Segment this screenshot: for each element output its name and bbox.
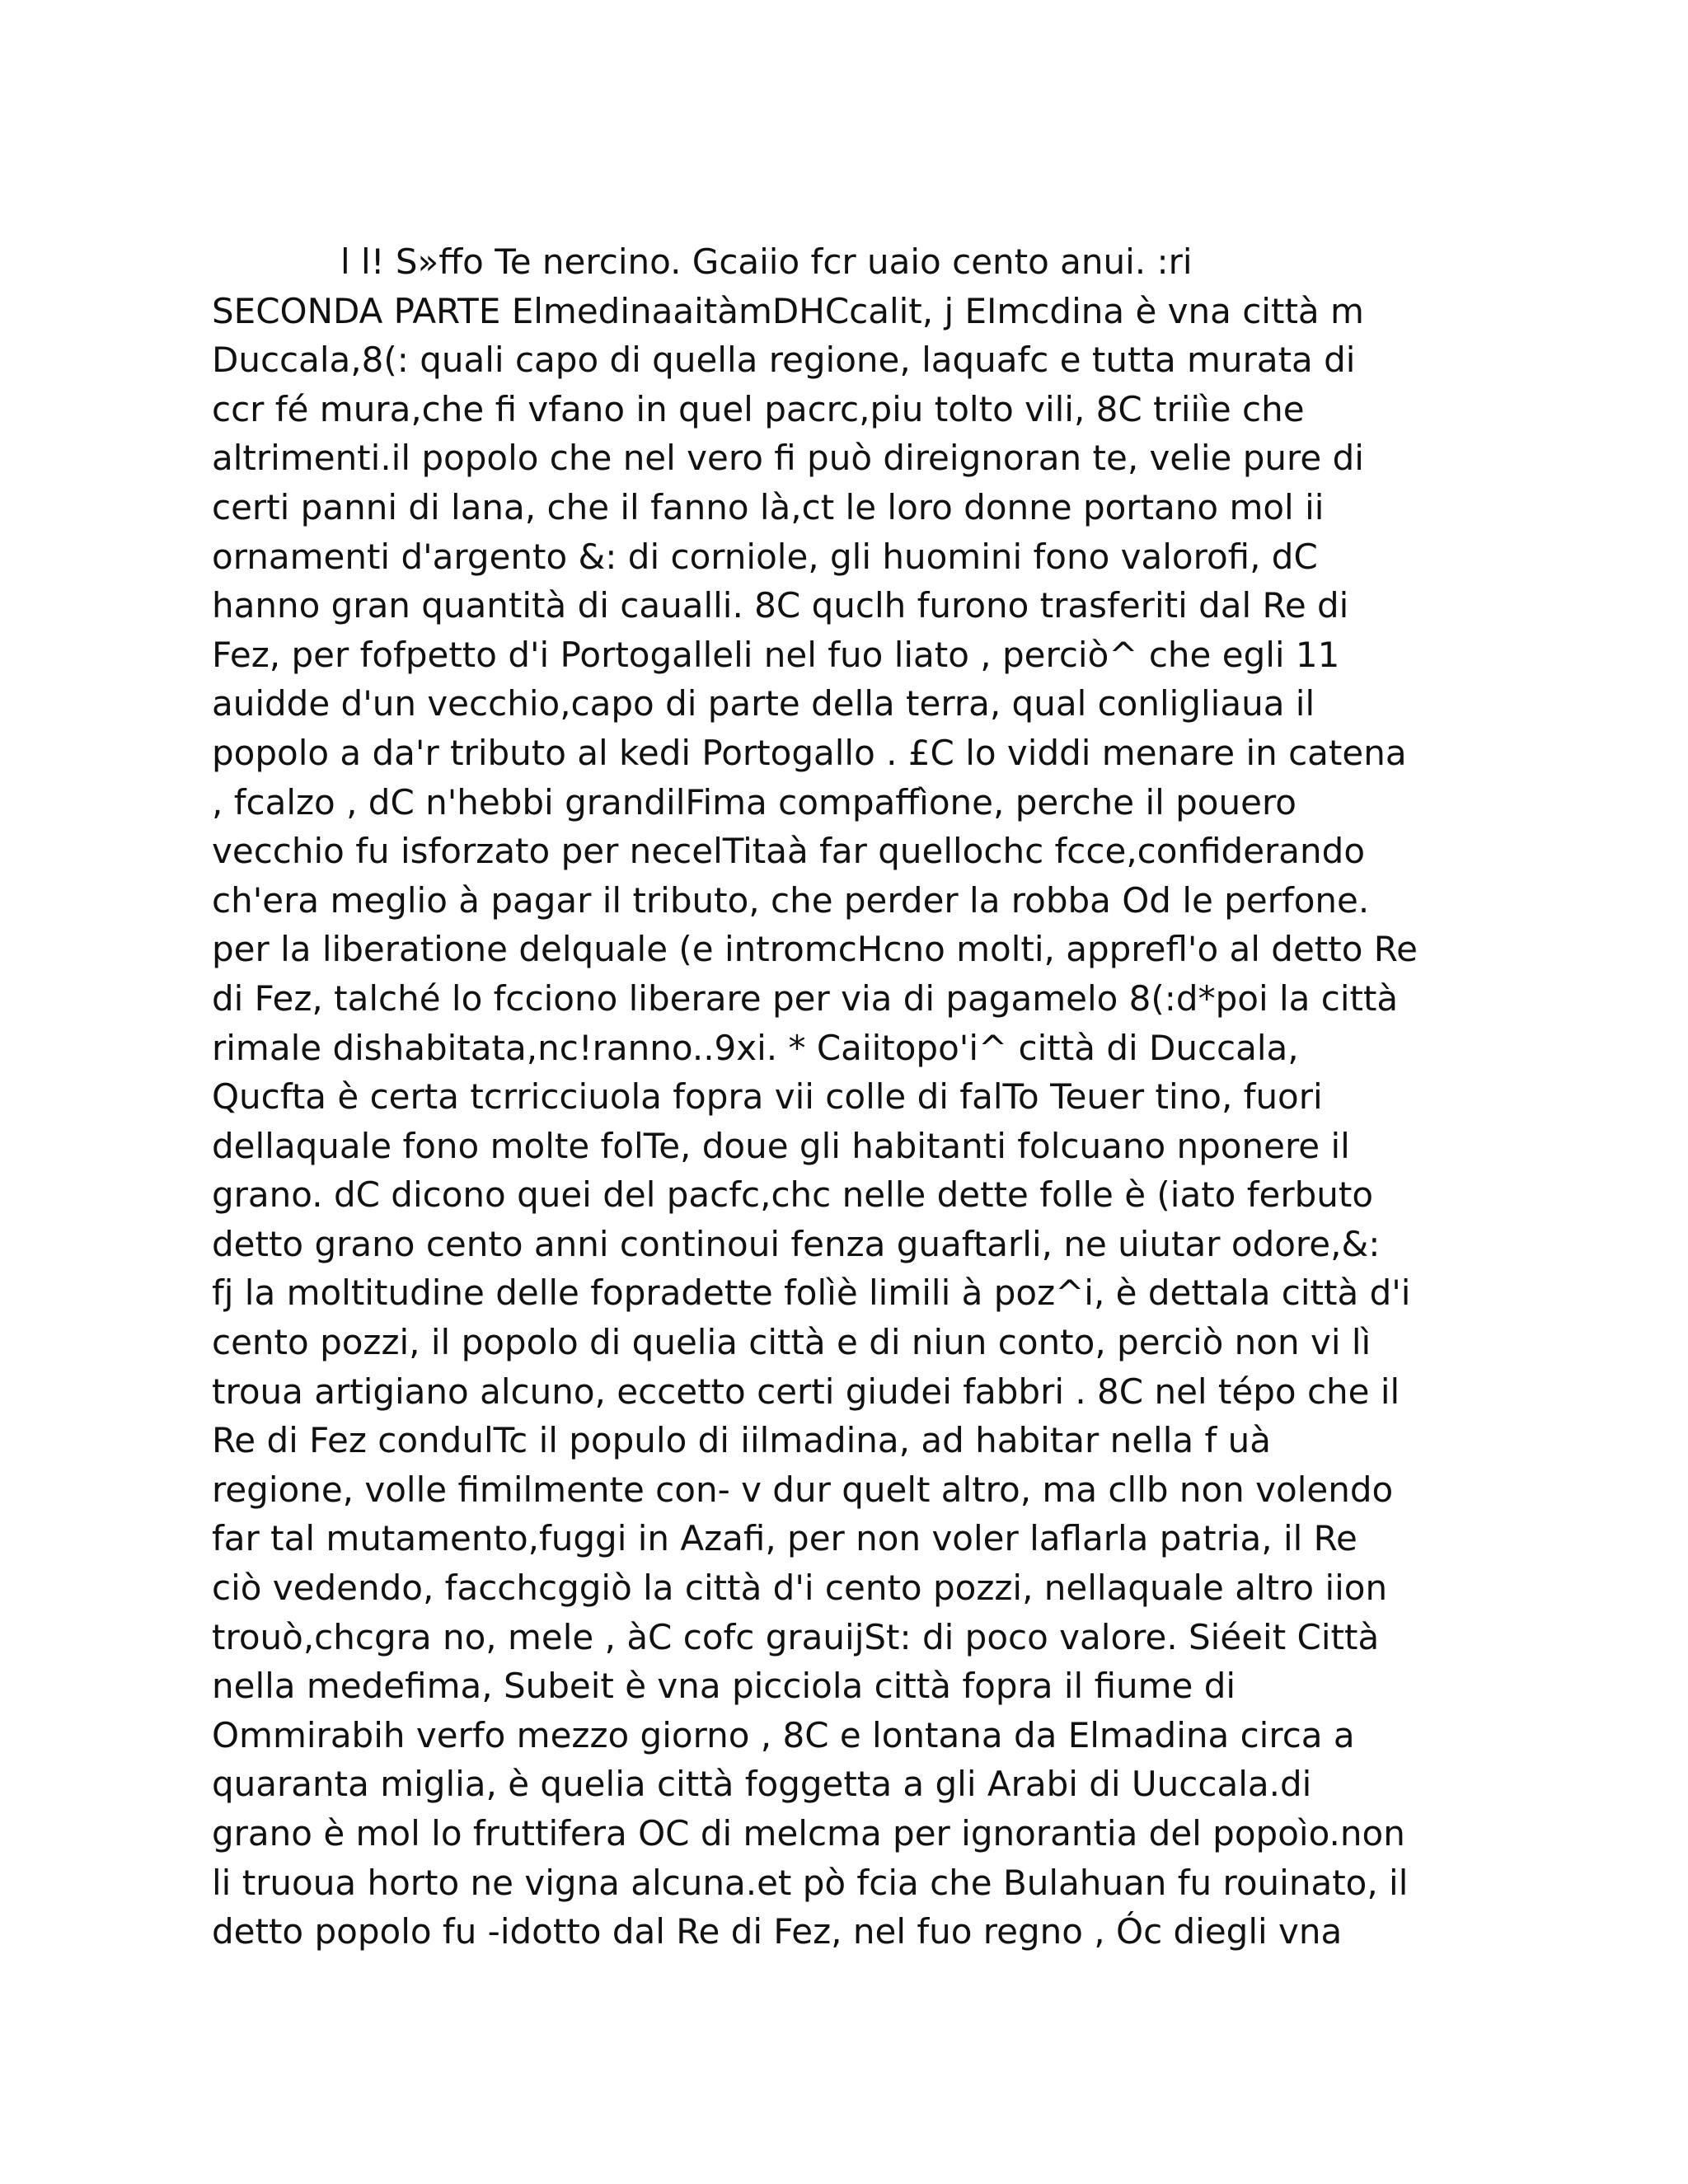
text-line: rimale dishabitata,nc!ranno..9xi. * Caiitopo'i^ città di Duccala, — [212, 1027, 1299, 1068]
text-line: ciò vedendo, facchcggiò la città d'i cento pozzi, nellaquale altro iion — [212, 1568, 1388, 1609]
text-line: troua artigiano alcuno, eccetto certi giudei fabbri . 8C nel tépo che il — [212, 1371, 1400, 1412]
text-line: fj la moltitudine delle fopradette folìè limili à poz^i, è dettala città d'i — [212, 1272, 1411, 1314]
text-line: hanno gran quantità di caualli. 8C quclh furono trasferiti dal Re di — [212, 585, 1349, 626]
text-line: cento pozzi, il popolo di quelia città e di niun conto, perciò non vi lì — [212, 1322, 1372, 1363]
text-line: vecchio fu isforzato per necelTitaà far quellochc fcce,confiderando — [212, 831, 1366, 872]
text-line: di Fez, talché lo fcciono liberare per via di pagamelo 8(:d*poi la città — [212, 977, 1399, 1019]
text-line: regione, volle fimilmente con- v dur quelt altro, ma cllb non volendo — [212, 1469, 1394, 1510]
text-line: Ommirabih verfo mezzo giorno , 8C e lontana da Elmadina circa a — [212, 1714, 1355, 1755]
text-line: popolo a da'r tributo al kedi Portogallo . £C lo viddi menare in catena — [212, 732, 1407, 773]
text-line: dellaquale fono molte folTe, doue gli habitanti folcuano nponere il — [212, 1125, 1350, 1166]
text-line: per la liberatione delquale (e intromcHcno molti, apprefl'o al detto Re — [212, 929, 1418, 970]
text-line: ccr fé mura,che fi vfano in quel pacrc,piu tolto vili, 8C triiìe che — [212, 388, 1305, 429]
text-line: quaranta miglia, è quelia città foggetta a gli Arabi di Uuccala.di — [212, 1764, 1312, 1805]
text-line: trouò,chcgra no, mele , àC cofc grauijSt: di poco valore. Siéeit Città — [212, 1616, 1380, 1657]
text-line: ornamenti d'argento &: di corniole, gli huomini fono valorofi, dC — [212, 536, 1318, 577]
text-line: ch'era meglio à pagar il tributo, che perder la robba Od le perfone. — [212, 879, 1370, 921]
text-line: Qucfta è certa tcrricciuola fopra vii colle di falTo Teuer tino, fuori — [212, 1076, 1323, 1118]
text-line: detto grano cento anni continoui fenza guaftarli, ne uiutar odore,&: — [212, 1223, 1381, 1264]
text-line: nella medefima, Subeit è vna picciola città fopra il fiume di — [212, 1666, 1236, 1707]
text-line: certi panni di lana, che il fanno là,ct le loro donne portano mol ii — [212, 486, 1325, 527]
text-line: auidde d'un vecchio,capo di parte della terra, qual conligliaua il — [212, 683, 1315, 724]
text-line: grano. dC dicono quei del pacfc,chc nelle dette folle è (iato ferbuto — [212, 1174, 1374, 1216]
text-line: altrimenti.il popolo che nel vero fi può direignoran te, velie pure di — [212, 438, 1364, 479]
body-text — [212, 237, 1498, 1957]
text-line: , fcalzo , dC n'hebbi grandilFima compaffìone, perche il pouero — [212, 781, 1296, 823]
text-line: far tal mutamento,fuggi in Azafi, per non voler laflarla patria, il Re — [212, 1518, 1357, 1559]
text-line: l l! S»ffo Te nercino. Gcaiio fcr uaio cento anui. :ri — [340, 241, 1193, 282]
text-line: Duccala,8(: quali capo di quella regione, laquafc e tutta murata di — [212, 340, 1356, 381]
text-line: li truoua horto ne vigna alcuna.et pò fcia che Bulahuan fu rouinato, il — [212, 1862, 1409, 1903]
text-line: SECONDA PARTE ElmedinaaitàmDHCcalit, j EImcdina è vna città m — [212, 290, 1364, 331]
text-line: detto popolo fu -idotto dal Re di Fez, nel fuo regno , Óc diegli vna — [212, 1911, 1343, 1952]
text-line: grano è mol lo fruttifera OC di melcma per ignorantia del popoìo.non — [212, 1813, 1405, 1854]
text-line: Re di Fez condulTc il populo di iilmadina, ad habitar nella f uà — [212, 1420, 1271, 1461]
text-line: Fez, per fofpetto d'i Portogalleli nel fuo liato , perciò^ che egli 11 — [212, 634, 1340, 675]
